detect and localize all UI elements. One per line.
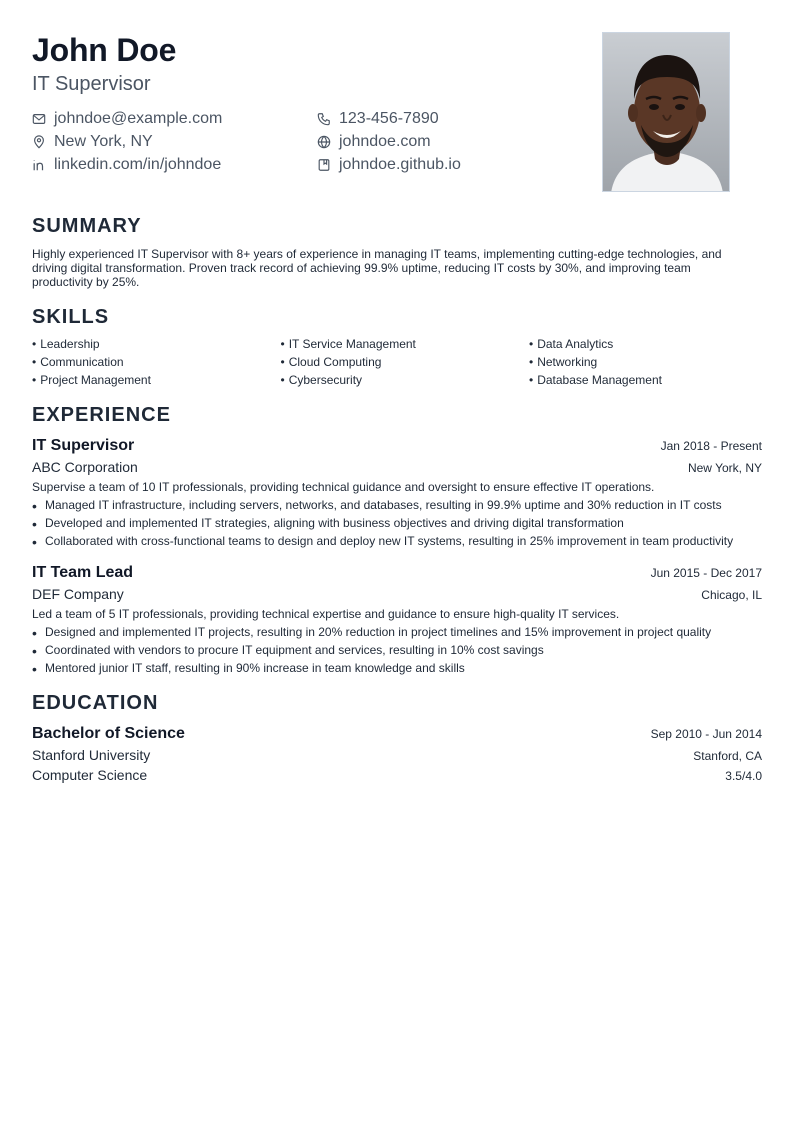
job-title: IT Supervisor xyxy=(32,437,135,454)
summary-heading: SUMMARY xyxy=(32,215,142,237)
summary-text: Highly experienced IT Supervisor with 8+ years of experience in managing IT teams, implementing cutting-edge technologies, and driving digital transformation. Proven track record of achieving 99.9% uptime, reducing IT costs by 30%, and improving team productivity by 25%. xyxy=(32,247,722,289)
email-text: johndoe@example.com xyxy=(54,110,223,127)
job-title: IT Team Lead xyxy=(32,564,134,581)
field-of-study: Computer Science xyxy=(32,767,148,783)
job-dates: Jun 2015 - Dec 2017 xyxy=(650,566,762,580)
experience-section xyxy=(32,403,762,677)
phone-text: 123-456-7890 xyxy=(339,110,439,127)
skill-item: • Leadership xyxy=(32,337,281,351)
candidate-name: John Doe xyxy=(32,32,177,68)
skill-item: • Project Management xyxy=(32,373,281,387)
education-section xyxy=(32,691,762,785)
achievement-item: • Managed IT infrastructure, including servers, networks, and databases, resulting in 99.9% uptime and 30% reduction in IT costs xyxy=(32,496,762,514)
candidate-role: IT Supervisor xyxy=(32,73,151,95)
resume-page xyxy=(32,32,762,785)
contact-location xyxy=(32,131,317,153)
linkedin-icon xyxy=(32,158,46,172)
github-text: johndoe.github.io xyxy=(339,156,461,173)
skills-section xyxy=(32,305,762,387)
achievement-item: • Coordinated with vendors to procure IT equipment and services, resulting in 10% cost savings xyxy=(32,641,762,659)
profile-photo xyxy=(602,32,730,192)
degree-title: Bachelor of Science xyxy=(32,725,185,742)
school-location: Stanford, CA xyxy=(693,749,762,763)
mail-icon xyxy=(32,112,46,126)
job-achievements xyxy=(32,496,762,550)
portrait-image xyxy=(603,33,730,192)
phone-icon xyxy=(317,112,331,126)
skill-item: • IT Service Management xyxy=(281,337,530,351)
summary-section xyxy=(32,214,762,289)
skill-item: • Cloud Computing xyxy=(281,355,530,369)
resume-header xyxy=(32,32,762,202)
job-location: New York, NY xyxy=(687,461,762,475)
globe-icon xyxy=(317,135,331,149)
contact-list xyxy=(32,108,592,176)
location-pin-icon xyxy=(32,135,46,149)
skills-heading: SKILLS xyxy=(32,306,110,328)
skill-item: • Networking xyxy=(529,355,762,369)
school-name: Stanford University xyxy=(32,747,151,763)
job-description: Led a team of 5 IT professionals, providing technical expertise and guidance to ensure high-quality IT services. xyxy=(32,607,620,621)
education-heading: EDUCATION xyxy=(32,692,159,714)
job-company: DEF Company xyxy=(32,586,124,602)
education-entry xyxy=(32,723,762,785)
job-dates: Jan 2018 - Present xyxy=(660,439,762,453)
job-entry xyxy=(32,435,762,550)
skill-item: • Communication xyxy=(32,355,281,369)
linkedin-text: linkedin.com/in/johndoe xyxy=(54,156,222,173)
achievement-item: • Mentored junior IT staff, resulting in 90% increase in team knowledge and skills xyxy=(32,659,762,677)
skill-item: • Data Analytics xyxy=(529,337,762,351)
bookmark-icon xyxy=(317,158,331,172)
achievement-item: • Collaborated with cross-functional teams to design and deploy new IT systems, resulting in 25% improvement in team productivity xyxy=(32,532,762,550)
job-location: Chicago, IL xyxy=(701,588,762,602)
job-entry xyxy=(32,562,762,677)
contact-phone[interactable] xyxy=(317,108,592,130)
achievement-item: • Developed and implemented IT strategies, aligning with business objectives and driving digital transformation xyxy=(32,514,762,532)
skill-item: • Cybersecurity xyxy=(281,373,530,387)
skill-item: • Database Management xyxy=(529,373,762,387)
job-description: Supervise a team of 10 IT professionals, providing technical guidance and oversight to ensure effective IT operations. xyxy=(32,480,655,494)
contact-website[interactable] xyxy=(317,131,592,153)
job-company: ABC Corporation xyxy=(32,459,138,475)
location-text: New York, NY xyxy=(54,133,153,150)
experience-heading: EXPERIENCE xyxy=(32,404,171,426)
gpa: 3.5/4.0 xyxy=(725,769,762,783)
job-achievements xyxy=(32,623,762,677)
achievement-item: • Designed and implemented IT projects, resulting in 20% reduction in project timelines and 15% improvement in project quality xyxy=(32,623,762,641)
contact-email[interactable] xyxy=(32,108,317,130)
education-dates: Sep 2010 - Jun 2014 xyxy=(650,727,762,741)
website-text: johndoe.com xyxy=(339,133,431,150)
skills-list xyxy=(32,337,762,387)
contact-linkedin[interactable] xyxy=(32,154,317,176)
contact-github[interactable] xyxy=(317,154,592,176)
